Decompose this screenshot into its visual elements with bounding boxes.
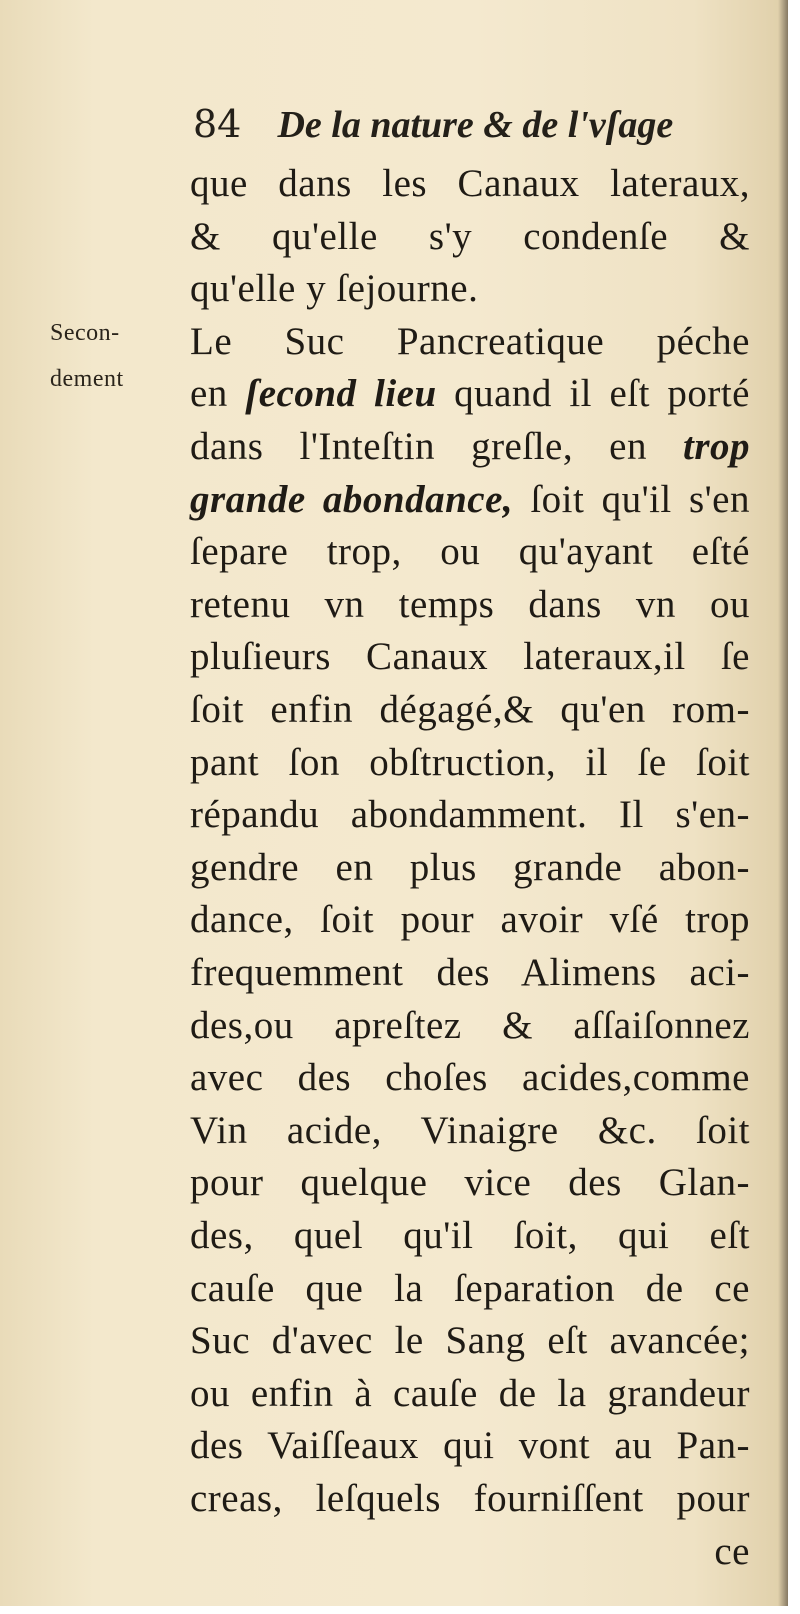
text-line: retenu vn temps dans vn ou — [190, 583, 750, 626]
text-line: des,ou apreſtez & aſſaiſonnez — [190, 1004, 750, 1047]
text-line: Vin acide, Vinaigre &c. ſoit — [190, 1109, 750, 1152]
text-line: Suc d'avec le Sang eſt avancée; — [190, 1319, 750, 1362]
margin-note-line-2: dement — [50, 366, 124, 392]
page-header — [193, 104, 673, 145]
text-line: avec des choſes acides,comme — [190, 1056, 750, 1099]
text-line: frequemment des Alimens aci- — [190, 951, 750, 994]
italic-phrase: ſecond lieu — [245, 372, 437, 415]
text-line: des, quel qu'il ſoit, qui eſt — [190, 1214, 750, 1257]
text-segment: dans l'Inteſtin greſle, en — [190, 425, 683, 468]
text-line: creas, leſquels fourniſſent pour — [190, 1477, 750, 1520]
text-line: répandu abondamment. Il s'en- — [190, 793, 750, 836]
text-line: ſepare trop, ou qu'ayant eſté — [190, 530, 750, 573]
text-line: dance, ſoit pour avoir vſé trop — [190, 898, 750, 941]
text-line: des Vaiſſeaux qui vont au Pan- — [190, 1424, 750, 1467]
text-line: qu'elle y ſejourne. — [190, 267, 479, 310]
text-line: que dans les Canaux lateraux, — [190, 162, 750, 205]
text-line: cauſe que la ſeparation de ce — [190, 1267, 750, 1310]
text-line: ou enfin à cauſe de la grandeur — [190, 1372, 750, 1415]
text-line: ſoit enfin dégagé,& qu'en rom- — [190, 688, 750, 731]
italic-phrase: grande abondance, — [190, 478, 514, 521]
text-line — [190, 419, 750, 475]
catchword: ce — [714, 1530, 750, 1573]
text-segment: quand il eſt porté — [436, 372, 750, 415]
running-title: De la nature & de l'vſage — [277, 104, 674, 146]
italic-phrase: trop — [682, 425, 750, 468]
text-line: pour quelque vice des Glan- — [190, 1161, 750, 1204]
text-line: & qu'elle s'y condenſe & — [190, 215, 750, 258]
margin-note-line-1: Secon- — [50, 320, 120, 346]
text-segment: en — [190, 372, 246, 415]
text-segment: ſoit qu'il s'en — [513, 478, 750, 521]
text-line: pluſieurs Canaux lateraux,il ſe — [190, 635, 750, 678]
page-number: 84 — [193, 102, 242, 146]
text-line: Le Suc Pancreatique péche — [190, 320, 750, 363]
text-line — [190, 366, 750, 422]
text-line — [190, 472, 750, 528]
text-line: pant ſon obſtruction, il ſe ſoit — [190, 741, 750, 784]
text-line: gendre en plus grande abon- — [190, 846, 750, 889]
